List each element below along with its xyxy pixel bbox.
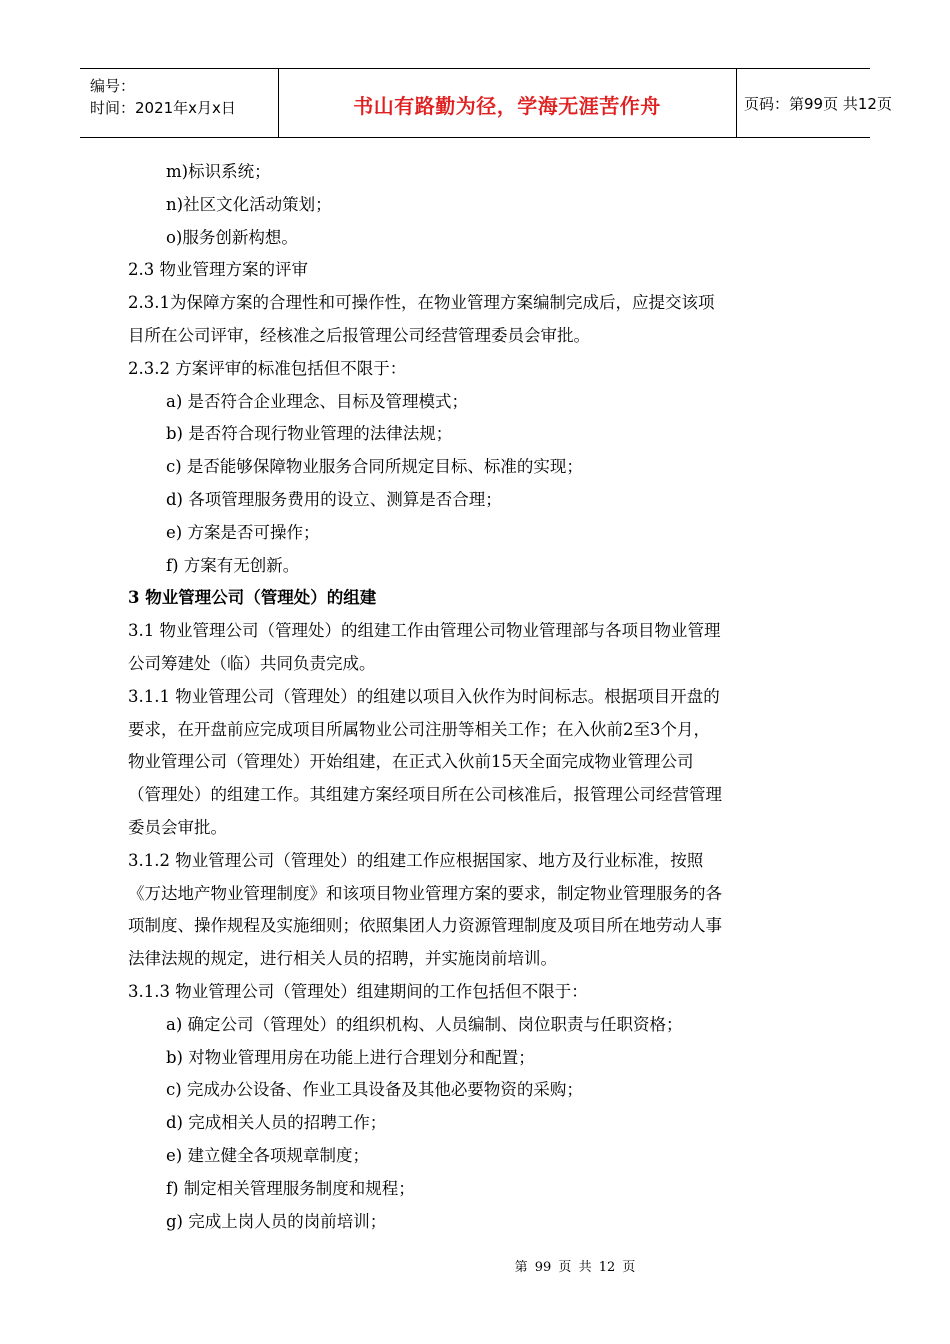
text-line: e) 方案是否可操作； <box>166 522 320 542</box>
text-line: g) 完成上岗人员的岗前培训； <box>166 1211 387 1231</box>
text-line: 《万达地产物业管理制度》和该项目物业管理方案的要求，制定物业管理服务的各 <box>128 883 722 903</box>
text-line: e) 建立健全各项规章制度； <box>166 1145 369 1165</box>
document-body <box>128 156 828 1238</box>
text-line: 委员会审批。 <box>128 817 227 837</box>
document-header <box>80 68 892 138</box>
page-footer: 第 99 页 共 12 页 <box>514 1260 636 1275</box>
text-line: 目所在公司评审，经核准之后报管理公司经营管理委员会审批。 <box>128 325 590 345</box>
text-line: 项制度、操作规程及实施细则；依照集团人力资源管理制度及项目所在地劳动人事 <box>128 916 722 936</box>
text-line: 物业管理公司（管理处）开始组建，在正式入伙前15天全面完成物业管理公司 <box>128 752 694 772</box>
text-line: 2.3.2 方案评审的标准包括但不限于： <box>128 358 407 378</box>
text-line: 2.3 物业管理方案的评审 <box>128 260 308 280</box>
text-line: f) 方案有无创新。 <box>166 555 300 575</box>
document-number-label: 编号： <box>90 77 136 95</box>
document-date-label: 时间：2021年x月x日 <box>90 99 236 117</box>
section-heading: 3 物业管理公司（管理处）的组建 <box>128 588 377 608</box>
text-line: d) 完成相关人员的招聘工作； <box>166 1113 387 1133</box>
text-line: f) 制定相关管理服务制度和规程； <box>166 1178 415 1198</box>
text-line: a) 确定公司（管理处）的组织机构、人员编制、岗位职责与任职资格； <box>166 1014 683 1034</box>
text-line: c) 是否能够保障物业服务合同所规定目标、标准的实现； <box>166 457 583 477</box>
text-line: 3.1.1 物业管理公司（管理处）的组建以项目入伙作为时间标志。根据项目开盘的 <box>128 686 720 706</box>
header-motto: 书山有路勤为径，学海无涯苦作舟 <box>353 94 661 118</box>
text-line: b) 是否符合现行物业管理的法律法规； <box>166 424 453 444</box>
text-line: （管理处）的组建工作。其组建方案经项目所在公司核准后，报管理公司经营管理 <box>128 785 722 805</box>
text-line: 2.3.1为保障方案的合理性和可操作性，在物业管理方案编制完成后，应提交该项 <box>128 293 715 313</box>
text-line: 法律法规的规定，进行相关人员的招聘，并实施岗前培训。 <box>128 949 557 969</box>
header-page-info: 页码：第99页 共12页 <box>744 95 892 113</box>
text-line: 3.1 物业管理公司（管理处）的组建工作由管理公司物业管理部与各项目物业管理 <box>128 621 721 641</box>
text-line: a) 是否符合企业理念、目标及管理模式； <box>166 391 469 411</box>
text-line: m)标识系统； <box>166 162 271 181</box>
text-line: d) 各项管理服务费用的设立、测算是否合理； <box>166 489 502 509</box>
text-line: 要求，在开盘前应完成项目所属物业公司注册等相关工作；在入伙前2至3个月， <box>128 719 710 739</box>
text-line: n)社区文化活动策划； <box>166 194 332 214</box>
text-line: c) 完成办公设备、作业工具设备及其他必要物资的采购； <box>166 1080 583 1100</box>
header-meta-cell <box>80 69 279 137</box>
text-line: 3.1.3 物业管理公司（管理处）组建期间的工作包括但不限于： <box>128 981 588 1001</box>
header-page-cell <box>736 69 892 137</box>
text-line: b) 对物业管理用房在功能上进行合理划分和配置； <box>166 1047 535 1067</box>
text-line: 公司筹建处（临）共同负责完成。 <box>128 653 376 673</box>
text-line: 3.1.2 物业管理公司（管理处）的组建工作应根据国家、地方及行业标准，按照 <box>128 850 704 870</box>
header-motto-cell <box>278 69 737 137</box>
text-line: o)服务创新构想。 <box>166 227 298 247</box>
